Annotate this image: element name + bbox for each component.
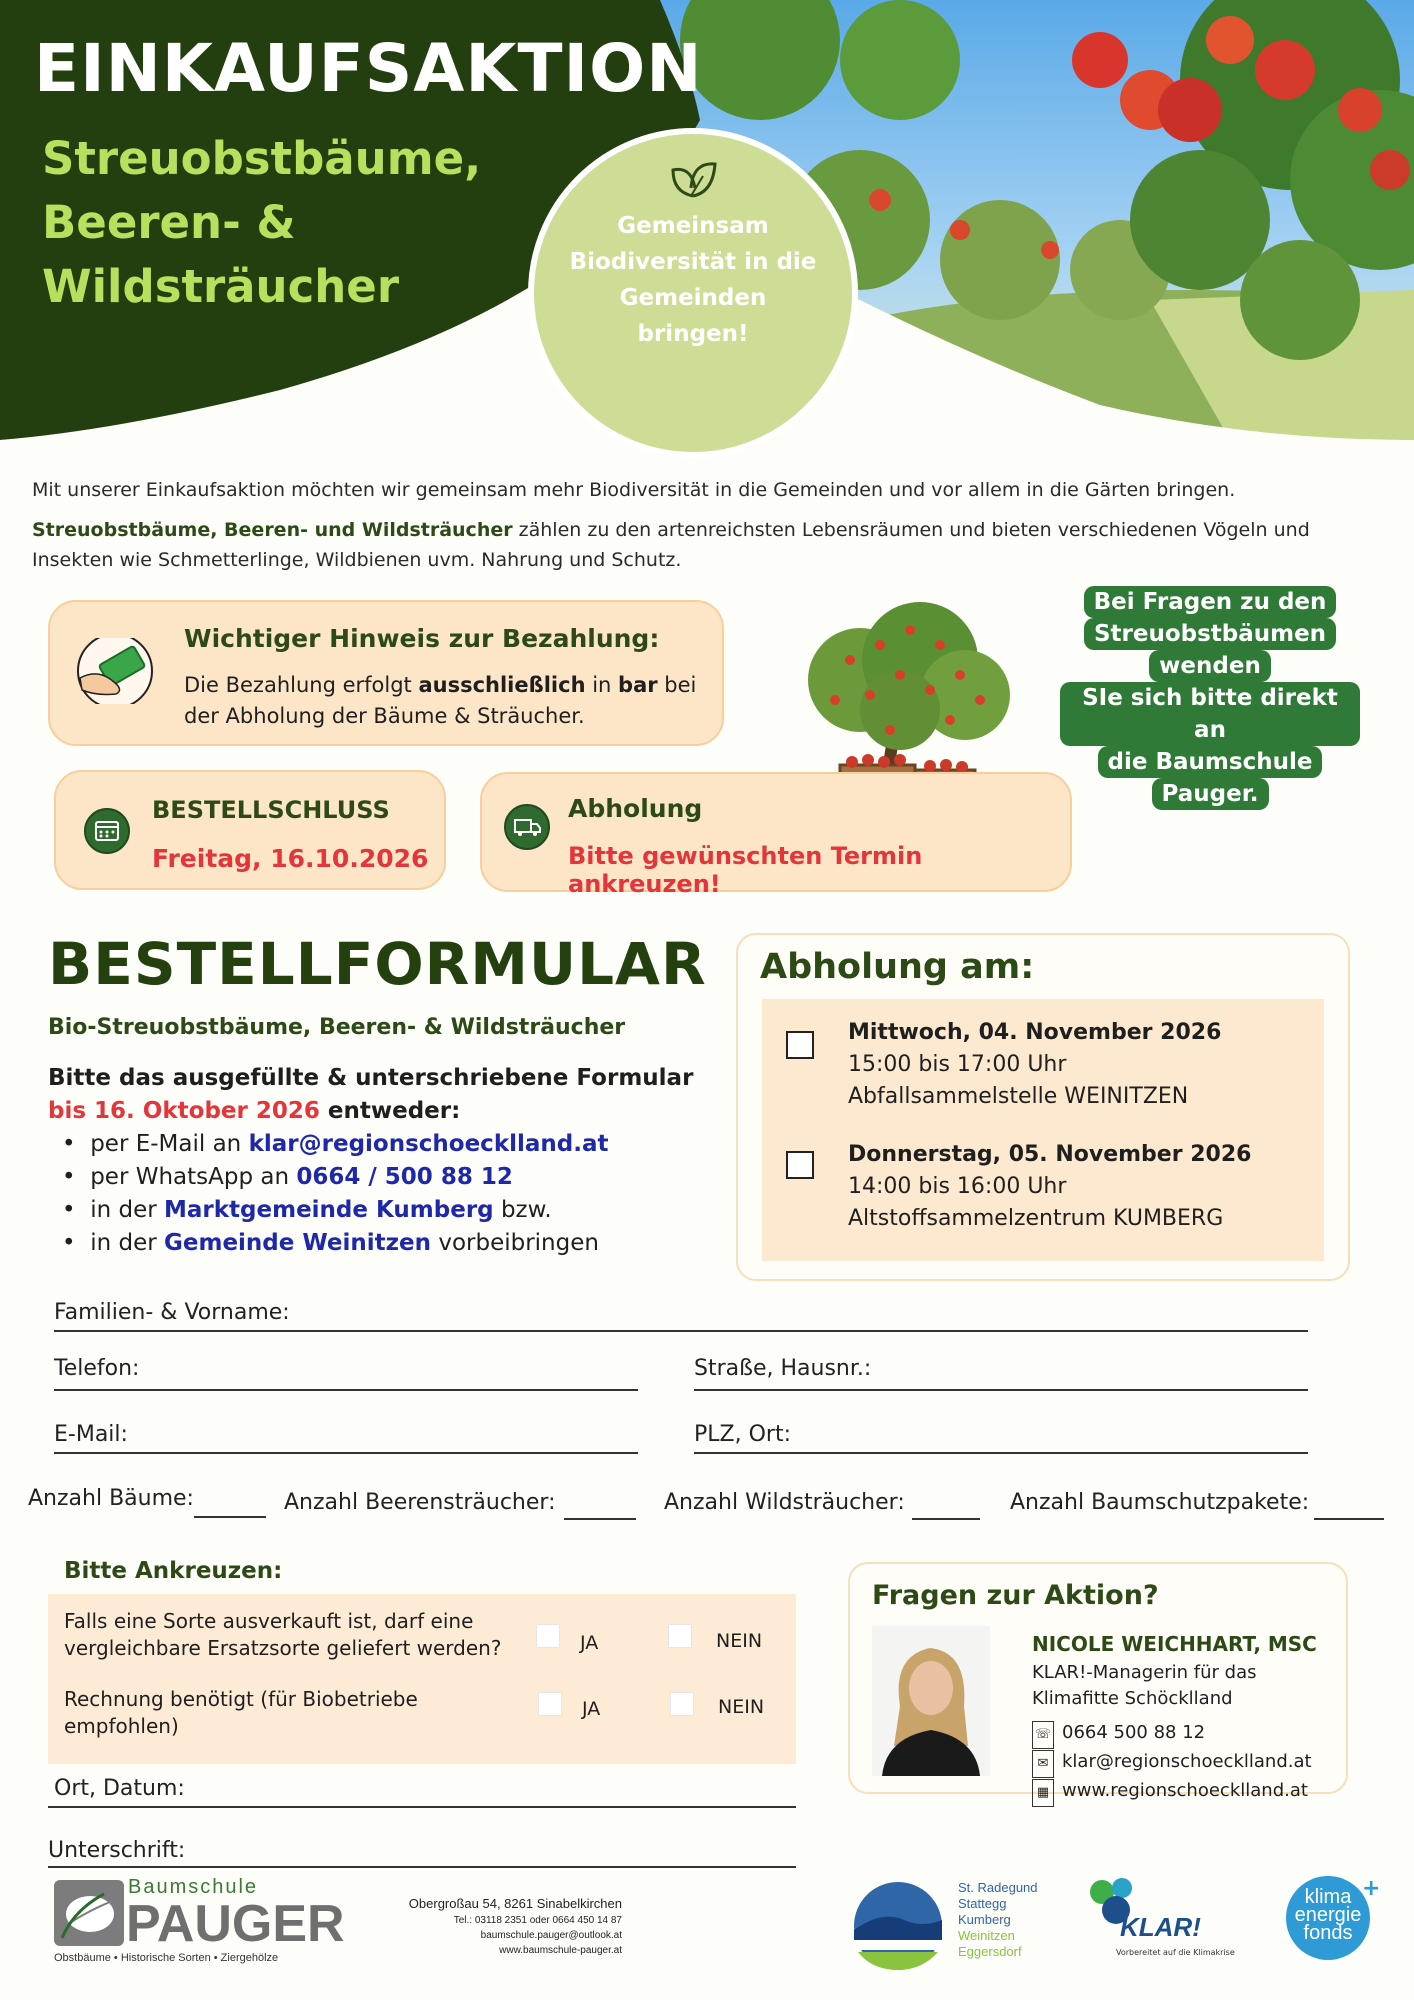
payment-text-bold: ausschließlich (418, 673, 586, 697)
packages-count-label: Anzahl Baumschutzpakete: (1010, 1490, 1310, 1515)
region-names (958, 1880, 1038, 1960)
list-item-text: in der (90, 1230, 164, 1256)
region-name: Weinitzen (958, 1928, 1015, 1943)
pickup-option-place: Abfallsammelstelle WEINITZEN (848, 1084, 1189, 1109)
pauger-address (382, 1896, 622, 1956)
intro-highlight: Streuobstbäume, Beeren- und Wildsträucher (32, 519, 513, 541)
pauger-tagline: Obstbäume • Historische Sorten • Ziergehölze (54, 1952, 279, 1964)
name-field-label: Familien- & Vorname: (54, 1300, 290, 1325)
form-title: BESTELLFORMULAR (48, 930, 707, 998)
berries-count-label: Anzahl Beerensträucher: (284, 1490, 556, 1515)
email-field-label: E-Mail: (54, 1422, 128, 1447)
contact-email-text: klar@regionschoecklland.at (1062, 1751, 1312, 1772)
payment-text-part: bei (657, 673, 697, 697)
wild-count-field[interactable] (912, 1518, 980, 1520)
klar-text: KLAR! (1120, 1912, 1201, 1942)
packages-count-field[interactable] (1314, 1518, 1384, 1520)
place-date-label: Ort, Datum: (54, 1776, 185, 1801)
region-logo (852, 1880, 944, 1976)
intro-paragraph (32, 515, 1382, 575)
pickup-option-2 (848, 1139, 1251, 1235)
slogan-line-2: Biodiversität in die (569, 249, 817, 275)
plz-field[interactable] (694, 1452, 1308, 1454)
payment-notice (48, 600, 724, 746)
list-item-text: bzw. (493, 1197, 552, 1223)
street-field[interactable] (694, 1389, 1308, 1391)
contact-phone-text: 0664 500 88 12 (1062, 1722, 1206, 1743)
form-instructions (48, 1062, 693, 1128)
region-logo-icon (852, 1880, 944, 1972)
pauger-top-text: Baumschule (128, 1876, 259, 1898)
slogan-line-3: Gemeinden (619, 285, 767, 311)
questions-pill-line: Streuobstbäumen (1084, 618, 1336, 650)
pickup-option-time: 15:00 bis 17:00 Uhr (848, 1052, 1067, 1077)
pickup-selection-panel (736, 933, 1350, 1281)
baumschule-pauger-logo (54, 1876, 345, 1966)
pickup-selection-title: Abholung am: (760, 947, 1035, 987)
contact-role-line: KLAR!-Managerin für das (1032, 1662, 1257, 1683)
list-item-text: per E-Mail an (90, 1131, 249, 1157)
pauger-email[interactable]: baumschule.pauger@outlook.at (480, 1930, 622, 1941)
contact-title: Fragen zur Aktion? (872, 1580, 1159, 1611)
signature-field[interactable] (48, 1866, 796, 1868)
form-deadline-text: bis 16. Oktober 2026 (48, 1098, 320, 1124)
whatsapp-link[interactable]: 0664 / 500 88 12 (296, 1164, 513, 1190)
invoice-no-label: NEIN (718, 1696, 765, 1718)
pauger-phone: Tel.: 03118 2351 oder 0664 450 14 87 (453, 1915, 622, 1926)
cash-hand-icon (76, 638, 158, 708)
slogan-circle (528, 128, 858, 458)
pickup-options (762, 999, 1324, 1261)
pickup-notice-box (480, 772, 1072, 898)
questions-pill-line: Bei Fragen zu den (1084, 586, 1337, 618)
substitute-no-label: NEIN (716, 1630, 763, 1652)
substitute-yes-label: JA (580, 1632, 599, 1654)
questions-pill-line: wenden (1149, 650, 1271, 682)
pickup-option-2-checkbox[interactable] (786, 1151, 814, 1179)
form-instruction-rest: entweder: (319, 1098, 461, 1124)
list-item-text: per WhatsApp an (90, 1164, 297, 1190)
substitute-yes-checkbox[interactable] (536, 1624, 560, 1648)
klima-text: energie (1294, 1904, 1362, 1926)
submission-options (62, 1128, 609, 1260)
klar-logo (1086, 1876, 1256, 1962)
trees-count-field[interactable] (194, 1516, 266, 1518)
region-name: Eggersdorf (958, 1944, 1022, 1959)
calendar-icon (84, 808, 130, 854)
contact-role (1032, 1660, 1257, 1712)
payment-text-part: der Abholung der Bäume & Sträucher. (184, 704, 585, 728)
klima-text: fonds (1303, 1922, 1353, 1944)
questions-pill-line: die Baumschule (1098, 746, 1323, 778)
leaf-logo-icon (54, 1880, 124, 1946)
tick-title: Bitte Ankreuzen: (64, 1558, 283, 1584)
questions-pill-line: Pauger. (1152, 778, 1269, 810)
questions-pill-line: SIe sich bitte direkt an (1060, 682, 1360, 746)
contact-email[interactable] (1032, 1749, 1312, 1778)
name-field[interactable] (54, 1330, 1308, 1332)
contact-details (1032, 1720, 1312, 1807)
pickup-option-1-checkbox[interactable] (786, 1031, 814, 1059)
pickup-option-place: Altstoffsammelzentrum KUMBERG (848, 1206, 1224, 1231)
pickup-option-1 (848, 1017, 1221, 1113)
location-weinitzen: Gemeinde Weinitzen (164, 1230, 432, 1256)
pauger-name: PAUGER (126, 1895, 345, 1953)
payment-text-bold: bar (618, 673, 658, 697)
question-line: empfohlen) (64, 1714, 179, 1738)
list-item: • per WhatsApp an 0664 / 500 88 12 (62, 1164, 513, 1190)
contact-phone[interactable] (1032, 1720, 1312, 1749)
invoice-no-checkbox[interactable] (670, 1692, 694, 1716)
payment-text (184, 670, 704, 732)
klima-plus: + (1362, 1876, 1381, 1901)
leaf-icon (534, 148, 852, 208)
list-item: • in der Gemeinde Weinitzen vorbeibringen (62, 1230, 599, 1256)
deadline-box (54, 770, 446, 890)
pickup-option-date: Donnerstag, 05. November 2026 (848, 1142, 1252, 1167)
region-name: Stattegg (958, 1896, 1007, 1911)
questions-pill (1060, 586, 1360, 810)
tick-panel (48, 1594, 796, 1764)
contact-card (848, 1562, 1348, 1801)
slogan-line-4: bringen! (637, 321, 749, 347)
contact-web[interactable] (1032, 1778, 1312, 1807)
list-item-text: in der (90, 1197, 164, 1223)
contact-web-text: www.regionschoecklland.at (1062, 1780, 1308, 1801)
form-instruction-deadline (48, 1095, 693, 1128)
berries-count-field[interactable] (564, 1518, 636, 1520)
klima-text: klima (1304, 1886, 1352, 1908)
pickup-option-date: Mittwoch, 04. November 2026 (848, 1020, 1222, 1045)
list-item: • per E-Mail an klar@regionschoecklland.at (62, 1131, 609, 1157)
plz-field-label: PLZ, Ort: (694, 1422, 791, 1447)
substitute-no-checkbox[interactable] (668, 1624, 692, 1648)
payment-text-part: Die Bezahlung erfolgt (184, 673, 419, 697)
form-subtitle: Bio-Streuobstbäume, Beeren- & Wildsträucher (48, 1015, 626, 1040)
klar-subtitle: Vorbereitet auf die Klimakrise (1116, 1948, 1235, 1957)
region-name: Kumberg (958, 1912, 1011, 1927)
region-name: St. Radegund (958, 1880, 1038, 1895)
klima-energie-fonds-logo (1286, 1876, 1370, 1960)
contact-name: NICOLE WEICHHART, MSC (1032, 1632, 1317, 1656)
phone-field[interactable] (54, 1389, 638, 1391)
street-field-label: Straße, Hausnr.: (694, 1356, 872, 1381)
list-item: • in der Marktgemeinde Kumberg bzw. (62, 1197, 552, 1223)
question-line: vergleichbare Ersatzsorte geliefert werden? (64, 1636, 502, 1660)
wild-count-label: Anzahl Wildsträucher: (664, 1490, 905, 1515)
place-date-field[interactable] (48, 1806, 796, 1808)
question-invoice (64, 1686, 418, 1740)
avatar (872, 1626, 990, 1780)
contact-role-line: Klimafitte Schöcklland (1032, 1688, 1233, 1709)
pauger-address-line: Obergroßau 54, 8261 Sinabelkirchen (408, 1896, 622, 1911)
invoice-yes-checkbox[interactable] (538, 1692, 562, 1716)
invoice-yes-label: JA (582, 1698, 601, 1720)
list-item-text: vorbeibringen (431, 1230, 599, 1256)
location-kumberg: Marktgemeinde Kumberg (164, 1197, 494, 1223)
payment-text-part: in (585, 673, 619, 697)
hero-subtitle-line-3: Wildsträucher (42, 260, 400, 313)
question-substitute (64, 1608, 501, 1662)
pickup-notice-text: Bitte gewünschten Termin ankreuzen! (568, 842, 923, 898)
question-line: Falls eine Sorte ausverkauft ist, darf eine (64, 1609, 474, 1633)
hero-subtitle-line-2: Beeren- & (42, 196, 296, 249)
trees-count-label: Anzahl Bäume: (28, 1486, 194, 1511)
intro-line-1: Mit unserer Einkaufsaktion möchten wir gemeinsam mehr Biodiversität in die Gemeinden und vor allem in die Gärten bringen. (32, 479, 1236, 501)
deadline-title: BESTELLSCHLUSS (152, 796, 390, 824)
deadline-date: Freitag, 16.10.2026 (152, 844, 429, 873)
page-title: EINKAUFSAKTION (34, 30, 703, 107)
payment-title: Wichtiger Hinweis zur Bezahlung: (184, 624, 660, 653)
question-line: Rechnung benötigt (für Biobetriebe (64, 1687, 418, 1711)
form-instruction-line: Bitte das ausgefüllte & unterschriebene Formular (48, 1065, 694, 1091)
delivery-truck-icon (504, 804, 550, 850)
slogan-line-1: Gemeinsam (617, 213, 769, 239)
signature-label: Unterschrift: (48, 1838, 186, 1863)
intro-rest: zählen zu den artenreichsten Lebensräumen und bieten verschiedenen Vögeln und Insekten wie Schmetterlinge, Wildbienen uvm. Nahrung und Schutz. (32, 519, 1310, 571)
email-link[interactable]: klar@regionschoecklland.at (248, 1131, 609, 1157)
mail-icon: ✉ (1032, 1750, 1054, 1778)
globe-icon: ▦ (1032, 1779, 1054, 1807)
email-field[interactable] (54, 1452, 638, 1454)
pauger-website[interactable]: www.baumschule-pauger.at (499, 1945, 622, 1956)
phone-icon: ☏ (1032, 1721, 1054, 1749)
phone-field-label: Telefon: (54, 1356, 140, 1381)
pickup-option-time: 14:00 bis 16:00 Uhr (848, 1174, 1067, 1199)
pickup-notice-title: Abholung (568, 794, 703, 823)
hero-subtitle-line-1: Streuobstbäume, (42, 132, 482, 185)
